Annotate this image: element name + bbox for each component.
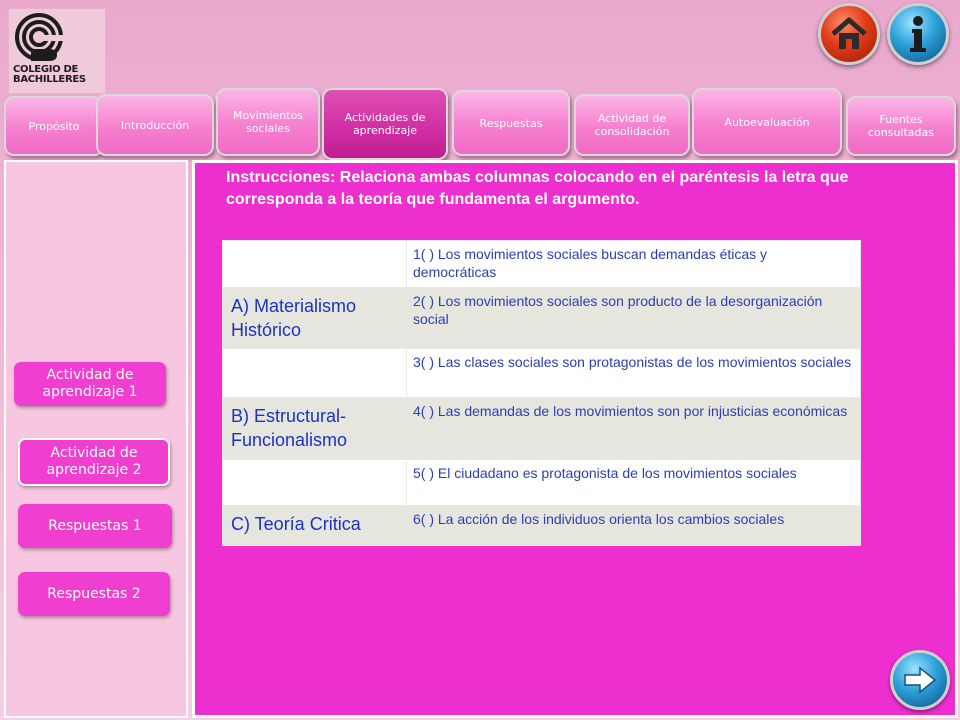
statement-cell: 5( ) El ciudadano es protagonista de los movimientos sociales [407, 460, 861, 506]
sidebar-item-respuestas-2[interactable]: Respuestas 2 [18, 572, 170, 616]
arrow-right-icon [902, 665, 938, 695]
logo-spiral-icon [9, 9, 105, 65]
theory-cell [223, 349, 407, 398]
statement-cell: 1( ) Los movimientos sociales buscan demandas éticas y democráticas [407, 241, 861, 288]
tab-actividad-de-consolidacion[interactable]: Actividad de consolidación [574, 94, 690, 156]
tab-proposito[interactable]: Propósito [4, 96, 104, 156]
colegio-logo [8, 8, 106, 94]
tab-actividades-de-aprendizaje[interactable]: Actividades de aprendizaje [322, 88, 448, 160]
sidebar-item-actividad-1[interactable]: Actividad de aprendizaje 1 [14, 362, 166, 406]
matching-table [222, 240, 861, 546]
tab-fuentes-consultadas[interactable]: Fuentes consultadas [846, 96, 956, 156]
home-icon [829, 16, 869, 52]
tab-autoevaluacion[interactable]: Autoevaluación [692, 88, 842, 156]
sidebar-item-respuestas-1[interactable]: Respuestas 1 [18, 504, 172, 548]
tab-movimientos-sociales[interactable]: Movimientos sociales [216, 88, 320, 156]
logo-text: COLEGIO DE BACHILLERES [13, 64, 86, 85]
table-row [223, 398, 861, 460]
theory-cell: A) Materialismo Histórico [223, 288, 407, 349]
tab-respuestas[interactable]: Respuestas [452, 90, 570, 156]
table-row [223, 241, 861, 288]
table-row [223, 288, 861, 349]
sidebar-item-actividad-2[interactable]: Actividad de aprendizaje 2 [18, 438, 170, 486]
table-row [223, 460, 861, 506]
info-icon [903, 14, 933, 54]
theory-cell: B) Estructural- Funcionalismo [223, 398, 407, 460]
info-button[interactable] [887, 3, 949, 65]
home-button[interactable] [818, 3, 880, 65]
table-row [223, 349, 861, 398]
statement-cell: 2( ) Los movimientos sociales son producto de la desorganización social [407, 288, 861, 349]
theory-cell [223, 460, 407, 506]
next-button[interactable] [890, 650, 950, 710]
tab-introduccion[interactable]: Introducción [96, 94, 214, 156]
instructions-text: Instrucciones: Relaciona ambas columnas colocando en el paréntesis la letra que corresponda a la teoría que fundamenta el argumento. [226, 169, 849, 208]
theory-cell: C) Teoría Critica [223, 506, 407, 546]
statement-cell: 3( ) Las clases sociales son protagonistas de los movimientos sociales [407, 349, 861, 398]
statement-cell: 6( ) La acción de los individuos orienta los cambios sociales [407, 506, 861, 546]
theory-cell [223, 241, 407, 288]
table-row [223, 506, 861, 546]
statement-cell: 4( ) Las demandas de los movimientos son por injusticias económicas [407, 398, 861, 460]
